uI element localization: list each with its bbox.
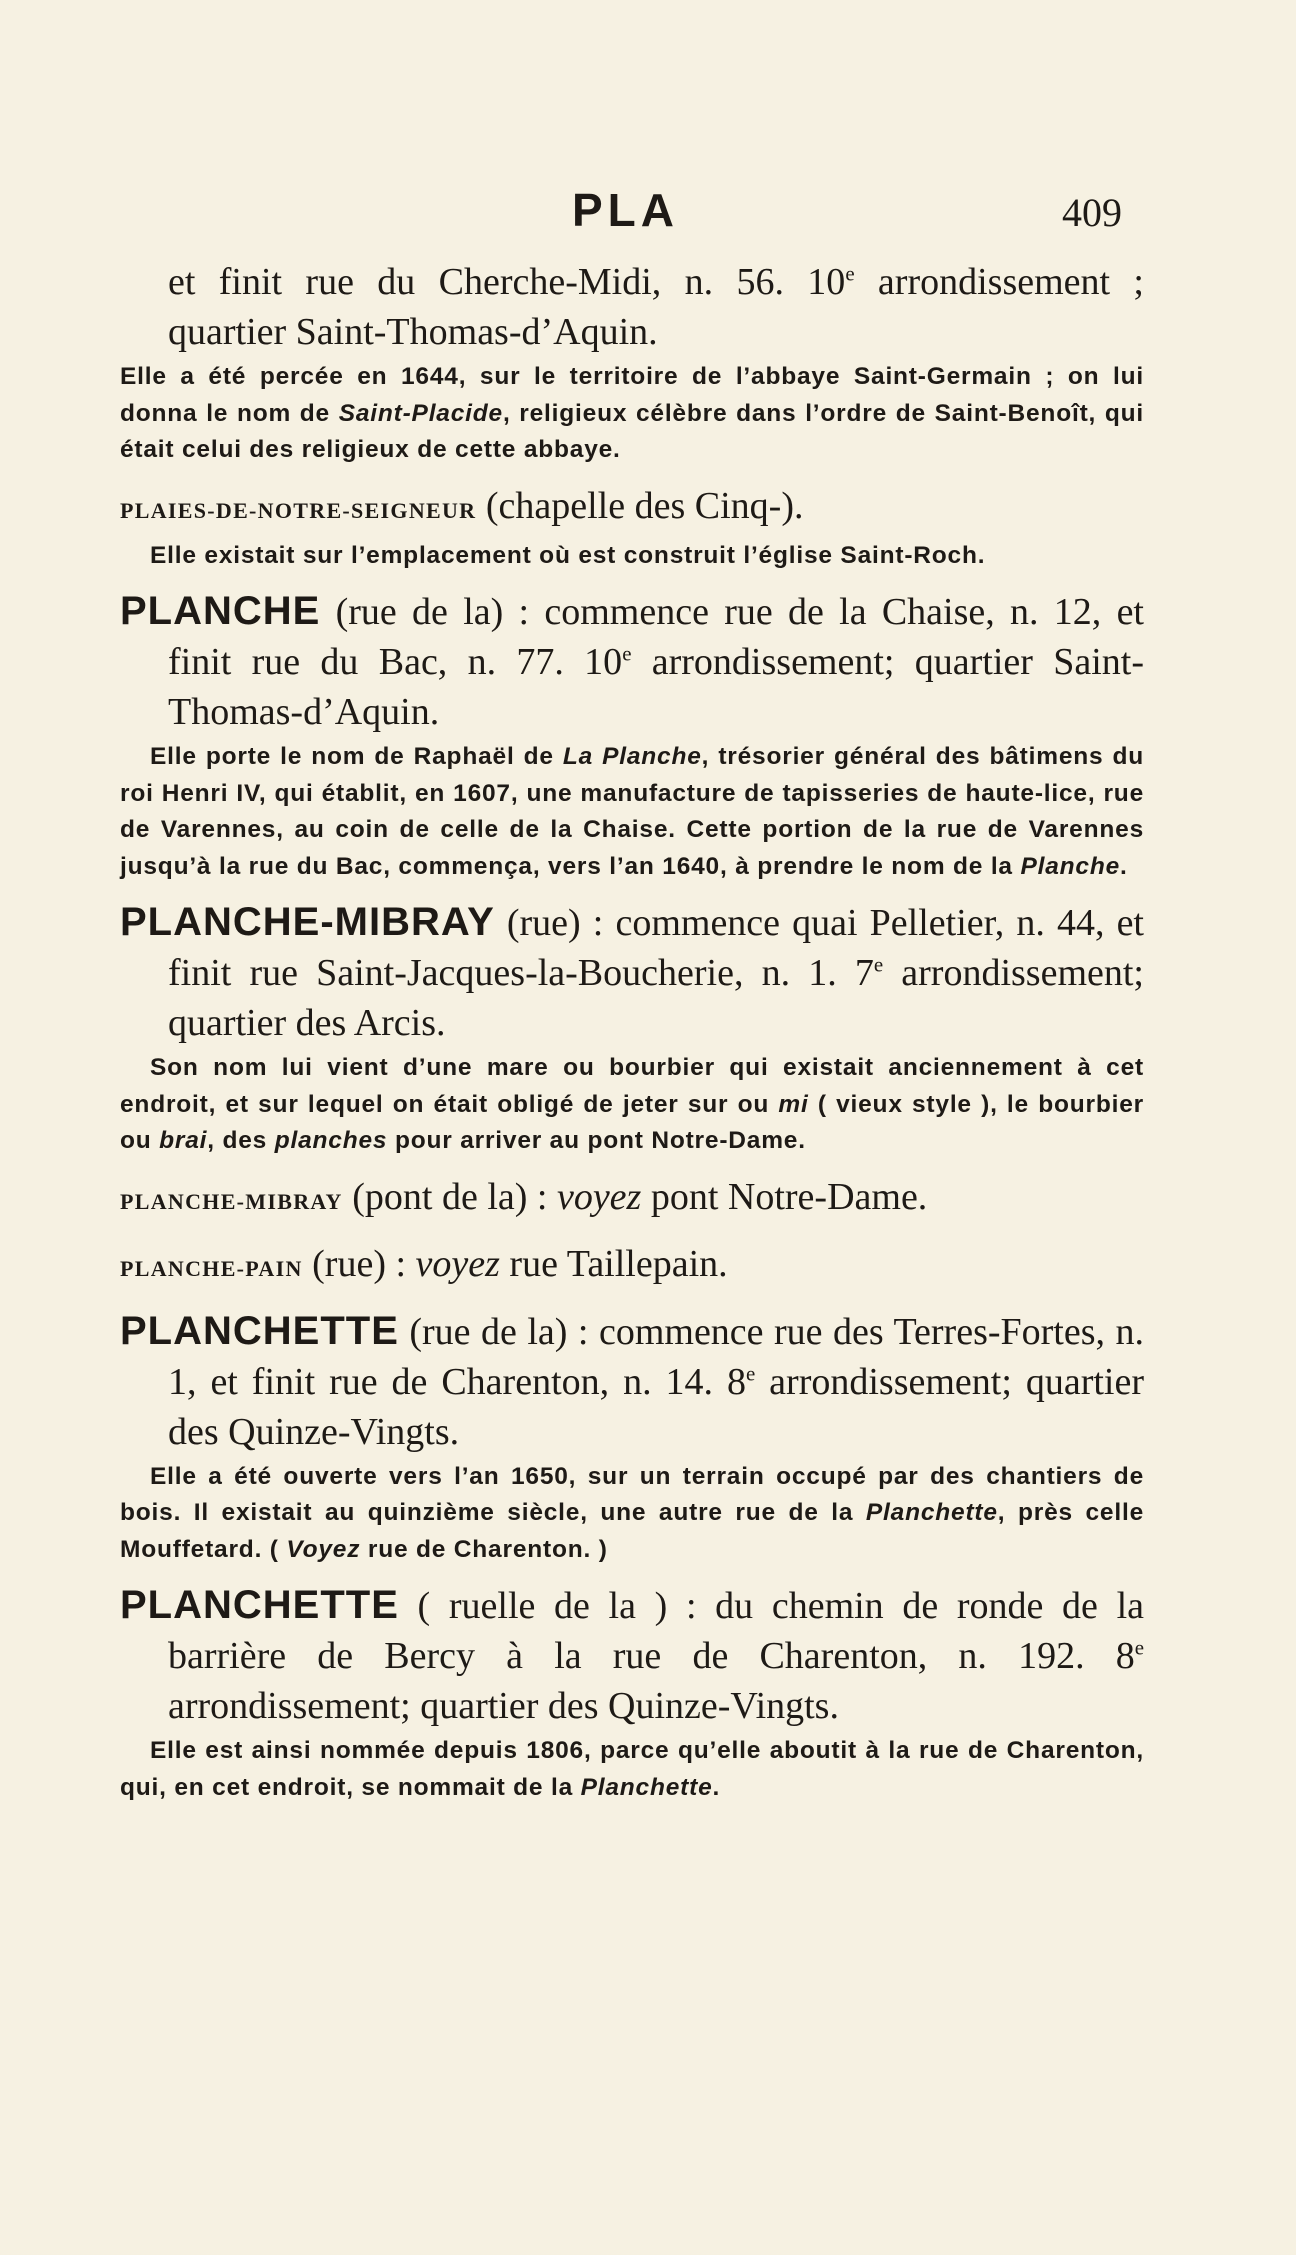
entry-headword: PLANCHE-MIBRAY — [120, 900, 495, 944]
entry-note: Elle a été percée en 1644, sur le territoire de l’abbaye Saint-Germain ; on lui donna le nom de Saint-Placide, religieux célèbre dans l’ordre de Saint-Benoît, qui était celui des religieux de cette abbaye. — [120, 363, 1144, 463]
page-number: 409 — [1062, 190, 1122, 235]
entry-planche-pain — [120, 1239, 1144, 1294]
entry-main-text: PLANCHE-MIBRAY (pont de la) : voyez pont Notre-Dame. — [120, 1175, 928, 1218]
entry-main-text: PLANCHETTE (rue de la) : commence rue des Terres-Fortes, n. 1, et finit rue de Charenton, n. 14. 8e arrondissement; quartier des Quinze-Vingts. — [120, 1308, 1144, 1453]
entry-planche-mibray — [120, 897, 1144, 1160]
entry-main-text: PLANCHE-MIBRAY (rue) : commence quai Pelletier, n. 44, et finit rue Saint-Jacques-la-Boucherie, n. 1. 7e arrondissement; quartier des Arcis. — [120, 900, 1144, 1044]
entry-main-text: PLANCHETTE ( ruelle de la ) : du chemin de ronde de la barrière de Bercy à la rue de Charenton, n. 192. 8e arrondissement; quartier des Quinze-Vingts. — [120, 1583, 1144, 1727]
entry-main-text: PLANCHE-PAIN (rue) : voyez rue Taillepain. — [120, 1242, 728, 1285]
entry-planche — [120, 586, 1144, 885]
running-head-title: PLA — [572, 184, 679, 236]
entry-note: Elle est ainsi nommée depuis 1806, parce qu’elle aboutit à la rue de Charenton, qui, en cet endroit, se nommait de la Planchette. — [120, 1737, 1144, 1801]
entry-headword: PLANCHE-PAIN — [120, 1255, 303, 1281]
entry-planchette-rue — [120, 1306, 1144, 1569]
entry-note: Son nom lui vient d’une mare ou bourbier qui existait anciennement à cet endroit, et sur lequel on était obligé de jeter sur ou mi ( vieux style ), le bourbier ou brai, des planches pour arriver au pont Notre-Dame. — [120, 1054, 1144, 1154]
entry-headword: PLANCHETTE — [120, 1308, 399, 1353]
dictionary-text — [120, 257, 1144, 1818]
entry-saint-placide-continued — [120, 257, 1144, 469]
entry-note: Elle porte le nom de Raphaël de La Planche, trésorier général des bâtimens du roi Henri IV, qui établit, en 1607, une manufacture de tapisseries de haute-lice, rue de Varennes, au coin de celle de la Chaise. Cette portion de la rue de Varennes jusqu’à la rue du Bac, commença, vers l’an 1640, à prendre le nom de la Planche. — [120, 743, 1145, 880]
entry-headword: PLANCHE-MIBRAY — [120, 1188, 343, 1214]
entry-planche-mibray-pont — [120, 1172, 1144, 1227]
entry-main-text: PLAIES-DE-NOTRE-SEIGNEUR (chapelle des Cinq-). — [120, 484, 804, 527]
entry-headword: PLANCHE — [120, 589, 321, 633]
entry-plaies-de-notre-seigneur — [120, 481, 1144, 575]
running-head — [0, 183, 1296, 243]
entry-planchette-ruelle — [120, 1580, 1144, 1806]
entry-headword: PLAIES-DE-NOTRE-SEIGNEUR — [120, 497, 477, 523]
entry-main-text: PLANCHE (rue de la) : commence rue de la Chaise, n. 12, et finit rue du Bac, n. 77. 10e arrondissement; quartier Saint-Thomas-d’Aquin. — [120, 589, 1144, 733]
entry-note: Elle a été ouverte vers l’an 1650, sur un terrain occupé par des chantiers de bois. Il existait au quinzième siècle, une autre rue de la Planchette, près celle Mouffetard. ( Voyez rue de Charenton. ) — [120, 1462, 1144, 1563]
entry-main-text: et finit rue du Cherche-Midi, n. 56. 10e arrondissement ; quartier Saint-Thomas-d’Aquin. — [168, 261, 1144, 353]
entry-note: Elle existait sur l’emplacement où est construit l’église Saint-Roch. — [150, 541, 986, 569]
entry-headword: PLANCHETTE — [120, 1583, 399, 1627]
